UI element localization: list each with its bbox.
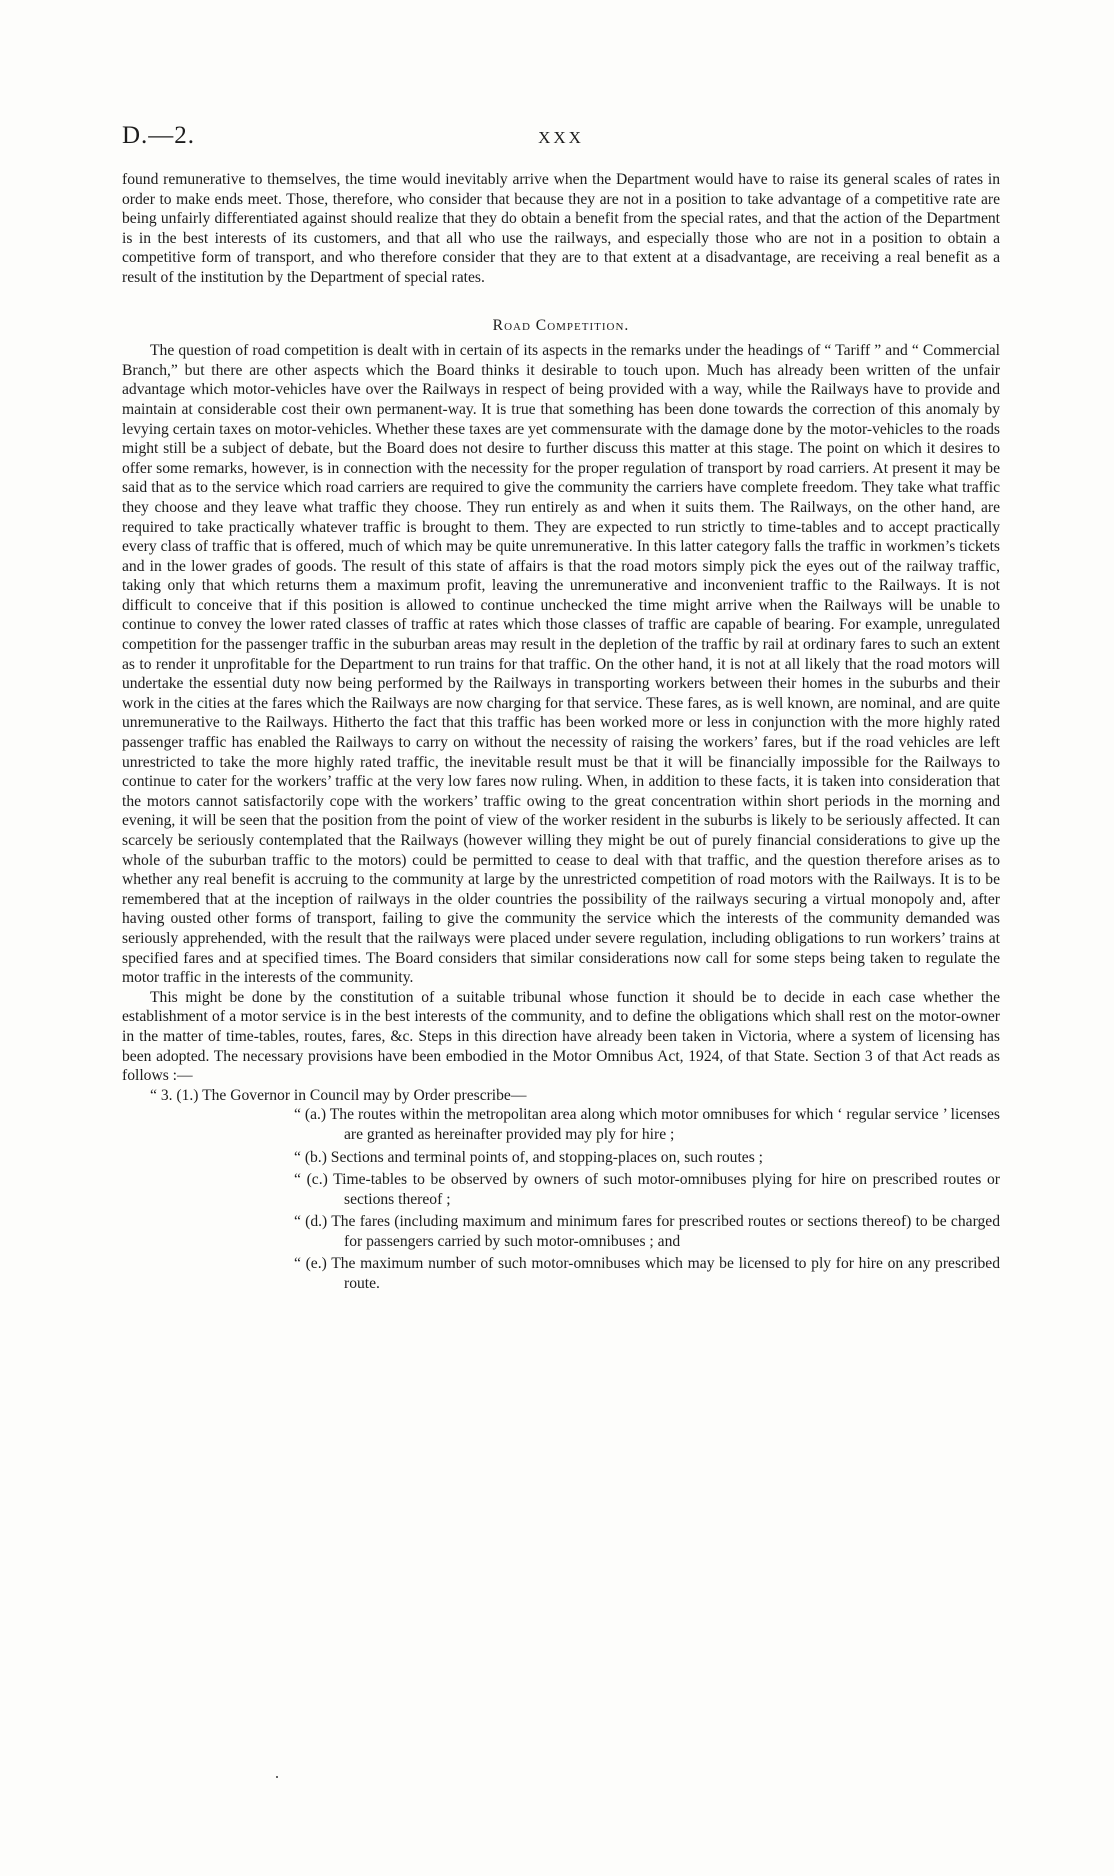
page-speck [276,1776,278,1778]
body-text [122,170,1000,1297]
act-sub-item-a: “ (a.) The routes within the metropolitan area along which motor omnibuses for which ‘ regular service ’ licenses are granted as hereinafter provided may ply for hire ; [294,1106,1000,1143]
paragraph-road-competition: The question of road competition is dealt with in certain of its aspects in the remarks under the headings of “ Tariff ” and “ Commercial Branch,” but there are other aspects which the Board thinks it desirable to touch upon. Much has already been written of the unfair advantage which motor-vehicles have over the Railways in respect of being provided with a way, while the Railways have to provide and maintain at considerable cost their own permanent-way. It is true that something has been done towards the correction of this anomaly by levying certain taxes on motor-vehicles. Whether these taxes are yet commensurate with the damage done by the motor-vehicles to the roads might still be a subject of debate, but the Board does not desire to further discuss this matter at this stage. The point on which it desires to offer some remarks, however, is in connection with the necessity for the proper regulation of transport by road carriers. At present it may be said that as to the service which road carriers are required to give the community the carriers have complete freedom. They take what traffic they choose and they leave what traffic they choose. They run entirely as and when it suits them. The Railways, on the other hand, are required to take practically whatever traffic is brought to them. They are expected to run strictly to time-tables and to accept practically every class of traffic that is offered, much of which may be quite unremunerative. In this latter category falls the traffic in workmen’s tickets and in the lower grades of goods. The result of this state of affairs is that the road motors simply pick the eyes out of the railway traffic, taking only that which returns them a maximum profit, leaving the unremunerative and inconvenient traffic to the Railways. It is not difficult to conceive that if this position is allowed to continue unchecked the time might arrive when the Railways will be unable to continue to convey the lower rated classes of traffic at rates which those classes of traffic are capable of bearing. For example, unregulated competition for the passenger traffic in the suburban areas may result in the depletion of the traffic by rail at ordinary fares to such an extent as to render it unprofitable for the Department to run trains for that traffic. On the other hand, it is not at all likely that the road motors will undertake the essential duty now being performed by the Railways in transporting workers between their homes in the suburbs and their work in the cities at the fares which the Railways are now charging for that service. These fares, as is well known, are nominal, and are quite unremunerative to the Railways. Hitherto the fact that this traffic has been worked more or less in conjunction with the more highly rated passenger traffic has enabled the Railways to carry on without the necessity of raising the workers’ fares, but if the road vehicles are left unrestricted to take the more highly rated traffic, the inevitable result must be that it will be financially impossible for the Railways to continue to cater for the workers’ traffic at the very low fares now ruling. When, in addition to these facts, it is taken into consideration that the motors cannot satisfactorily cope with the workers’ traffic owing to the great concentration within short periods in the morning and evening, it will be seen that the position from the point of view of the worker resident in the suburbs is likely to be seriously affected. It can scarcely be seriously contemplated that the Railways (however willing they might be out of purely financial considerations to give up the whole of the suburban traffic to the motors) could be permitted to cease to deal with that traffic, and the question therefore arises as to whether any real benefit is accruing to the community at large by the unrestricted competition of road motors with the Railways. It is to be remembered that at the inception of railways in the older countries the possibility of the railways securing a virtual monopoly and, after having ousted other forms of transport, failing to give the community the service which the interests of the community demanded was seriously apprehended, with the result that the railways were placed under severe regulation, including obligations to run workers’ trains at specified fares and at specified times. The Board considers that similar considerations now call for some steps being taken to regulate the motor traffic in the interests of the community. [122,342,1000,987]
paragraph-continued: found remunerative to themselves, the time would inevitably arrive when the Department would have to raise its general scales of rates in order to make ends meet. Those, therefore, who consider that because they are not in a position to take advantage of a competitive rate are being unfairly differentiated against should realize that they do obtain a benefit from the special rates, and that the action of the Department is in the best interests of its customers, and that all who use the railways, and especially those who are not in a position to obtain a competitive form of transport, and who therefore consider that they are to that extent at a disadvantage, are receiving a real benefit as a result of the institution by the Department of special rates. [122,171,1000,286]
act-section-quote: “ 3. (1.) The Governor in Council may by Order prescribe— [150,1086,527,1104]
section-heading-road-competition: Road Competition. [492,316,630,334]
act-sub-item-b: “ (b.) Sections and terminal points of, and stopping-places on, such routes ; [294,1148,764,1166]
page-number: XXX [538,128,584,147]
paragraph-tribunal: This might be done by the constitution of a suitable tribunal whose function it should be to decide in each case whether the establishment of a motor service is in the best interests of the community, and to define the obligations which shall rest on the motor-owner in the matter of time-tables, routes, fares, &c. Steps in this direction have already been taken in Victoria, where a system of licensing has been adopted. The necessary provisions have been embodied in the Motor Omnibus Act, 1924, of that State. Section 3 of that Act reads as follows :— [122,988,1000,1085]
act-sub-item-c: “ (c.) Time-tables to be observed by owners of such motor-omnibuses plying for hire on prescribed routes or sections thereof ; [294,1171,1000,1208]
act-sub-item-d: “ (d.) The fares (including maximum and minimum fares for prescribed routes or sections thereof) to be charged for passengers carried by such motor-omnibuses ; and [294,1213,1000,1250]
page-header [122,122,1000,152]
document-reference: D.—2. [122,122,196,149]
act-sub-item-e: “ (e.) The maximum number of such motor-omnibuses which may be licensed to ply for hire on any prescribed route. [294,1255,1000,1293]
